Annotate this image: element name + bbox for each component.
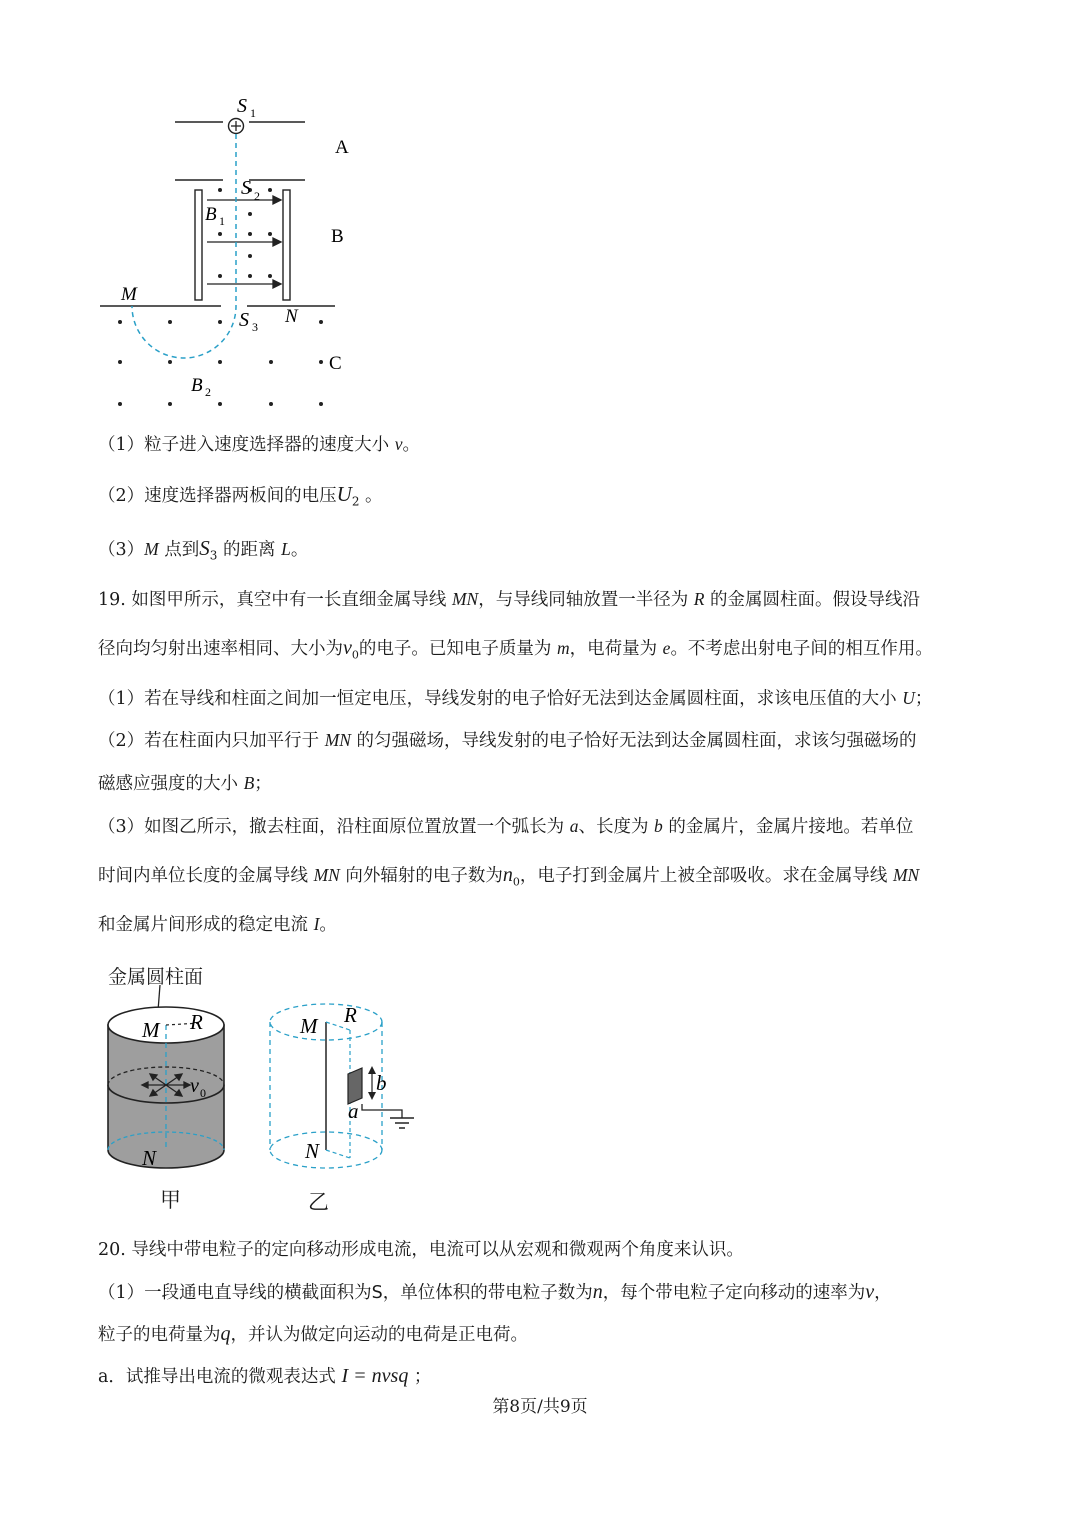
b1-field-dots bbox=[218, 188, 272, 278]
label-b1: B bbox=[205, 204, 217, 225]
label-b-strip: b bbox=[376, 1071, 387, 1095]
label-s2: S bbox=[241, 177, 251, 199]
b2-field-dots bbox=[118, 320, 323, 406]
label-m-yi: M bbox=[300, 1014, 318, 1038]
page-number: 第8页/共9页 bbox=[492, 1397, 588, 1417]
caption-jia: 甲 bbox=[160, 1188, 181, 1212]
label-n: N bbox=[285, 306, 298, 327]
q18-part1: （1）粒子进入速度选择器的速度大小 v。 bbox=[98, 434, 420, 455]
label-region-a: A bbox=[335, 137, 349, 158]
q19-part2-line1: （2）若在柱面内只加平行于 MN 的匀强磁场，导线发射的电子恰好无法到达金属圆柱面，求该匀强磁场的 bbox=[98, 730, 917, 751]
q19-part3-line1: （3）如图乙所示，撤去柱面，沿柱面原位置放置一个弧长为 a、长度为 b 的金属片，金属片接地。若单位 bbox=[98, 816, 914, 837]
label-n-jia: N bbox=[142, 1146, 157, 1170]
caption-yi: 乙 bbox=[308, 1190, 329, 1214]
label-region-b: B bbox=[331, 226, 344, 247]
label-s3: S bbox=[239, 309, 249, 331]
label-region-c: C bbox=[329, 353, 342, 374]
label-m-jia: M bbox=[142, 1018, 160, 1042]
figure-cylinder-yi bbox=[262, 990, 432, 1180]
label-m: M bbox=[121, 284, 137, 305]
q19-part1: （1）若在导线和柱面之间加一恒定电压，导线发射的电子恰好无法到达金属圆柱面，求该电压值的大小 U； bbox=[98, 688, 933, 709]
svg-text:3: 3 bbox=[252, 320, 258, 334]
label-r-yi: R bbox=[344, 1003, 357, 1027]
svg-text:1: 1 bbox=[250, 106, 256, 120]
q19-part3-line3: 和金属片间形成的稳定电流 I。 bbox=[98, 914, 337, 935]
svg-text:2: 2 bbox=[254, 189, 260, 203]
q18-part2: （2）速度选择器两板间的电压$U_2$ 。 bbox=[98, 482, 383, 509]
svg-text:1: 1 bbox=[219, 214, 225, 228]
particle-trajectory bbox=[132, 134, 236, 358]
svg-text:2: 2 bbox=[205, 385, 211, 399]
label-n-yi: N bbox=[305, 1139, 320, 1163]
q18-part3: （3）M 点到$S_3$ 的距离 L。 bbox=[98, 536, 309, 563]
label-a-strip: a bbox=[348, 1099, 359, 1123]
q20-part1-line1: （1）一段通电直导线的横截面积为S，单位体积的带电粒子数为n，每个带电粒子定向移动的速率为v， bbox=[98, 1281, 892, 1303]
svg-text:0: 0 bbox=[200, 1086, 206, 1100]
label-v0: v bbox=[190, 1075, 199, 1097]
label-metal-cylinder-surface: 金属圆柱面 bbox=[108, 966, 204, 988]
label-s1: S bbox=[237, 95, 247, 117]
figure-cylinder-jia bbox=[100, 985, 235, 1215]
q19-part3-line2: 时间内单位长度的金属导线 MN 向外辐射的电子数为$n_0$，电子打到金属片上被全部吸收。求在金属导线 MN bbox=[98, 864, 920, 889]
q19-part2-line2: 磁感应强度的大小 B； bbox=[98, 773, 272, 794]
q20-part1-line2: 粒子的电荷量为q，并认为做定向运动的电荷是正电荷。 bbox=[98, 1323, 528, 1345]
selector-plate-right bbox=[283, 190, 290, 300]
label-r-jia: R bbox=[190, 1010, 203, 1034]
q19-line1: 19. 如图甲所示，真空中有一长直细金属导线 MN，与导线同轴放置一半径为 R 的金属圆柱面。假设导线沿 bbox=[98, 589, 921, 610]
q20-line1: 20. 导线中带电粒子的定向移动形成电流，电流可以从宏观和微观两个角度来认识。 bbox=[98, 1240, 744, 1260]
q20-part-a: a．试推导出电流的微观表达式 I = nvsq ； bbox=[98, 1365, 432, 1387]
selector-plate-left bbox=[195, 190, 202, 300]
label-b2: B bbox=[191, 375, 203, 396]
q19-line2: 径向均匀射出速率相同、大小为$v_0$的电子。已知电子质量为 m，电荷量为 e。不考虑出射电子间的相互作用。 bbox=[98, 637, 933, 662]
figure-mass-spectrometer bbox=[95, 90, 365, 420]
